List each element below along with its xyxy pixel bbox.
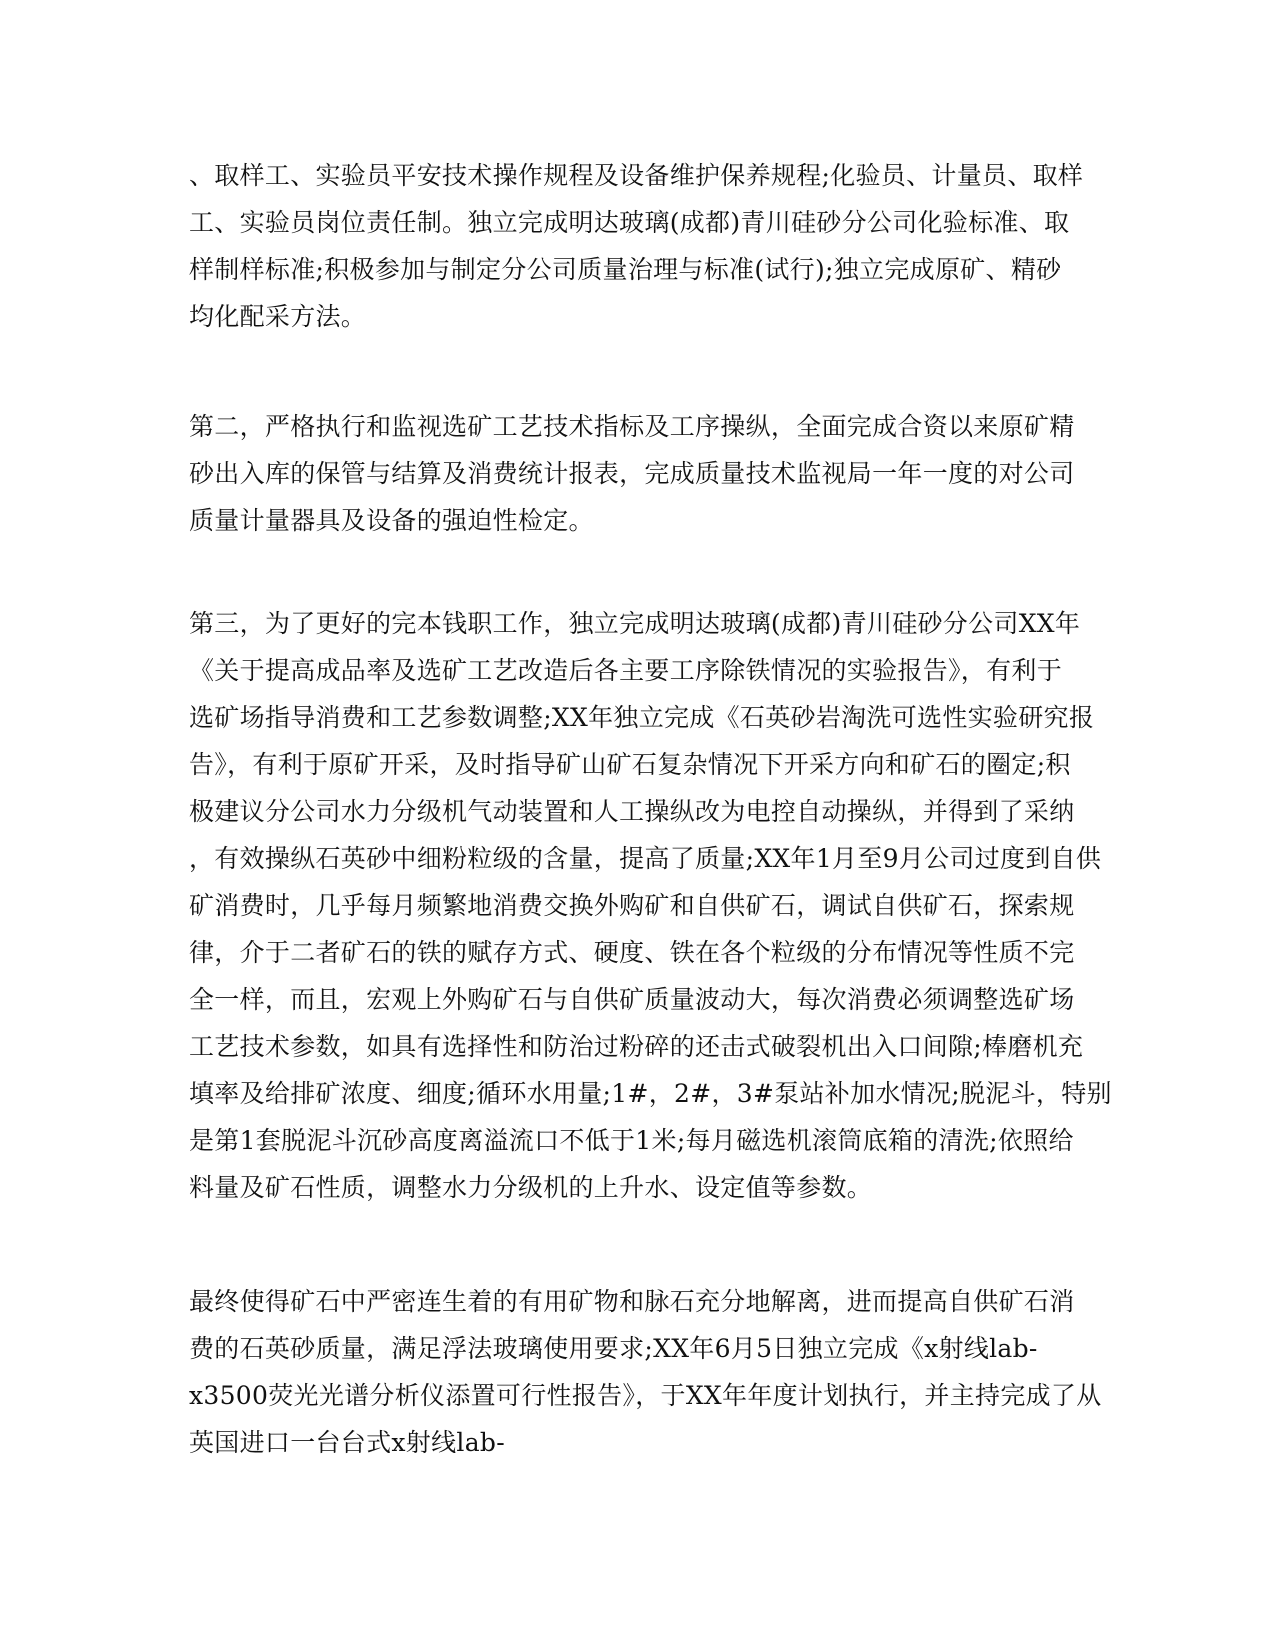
text-line: ，有效操纵石英砂中细粉粒级的含量，提高了质量;XX年1月至9月公司过度到自供: [189, 844, 1102, 873]
text-line: 填率及给排矿浓度、细度;循环水用量;1#，2#，3#泵站补加水情况;脱泥斗，特别: [189, 1079, 1112, 1108]
text-line: 工、实验员岗位责任制。独立完成明达玻璃(成都)青川硅砂分公司化验标准、取: [189, 208, 1070, 237]
text-line: 质量计量器具及设备的强迫性检定。: [189, 506, 594, 535]
text-line: 料量及矿石性质，调整水力分级机的上升水、设定值等参数。: [189, 1173, 873, 1202]
text-line: 告》，有利于原矿开采，及时指导矿山矿石复杂情况下开采方向和矿石的圈定;积: [189, 750, 1071, 779]
paragraph-1: [189, 152, 1099, 340]
text-line: 是第1套脱泥斗沉砂高度离溢流口不低于1米;每月磁选机滚筒底箱的清洗;依照给: [189, 1126, 1074, 1155]
text-line: 极建议分公司水力分级机气动装置和人工操纵改为电控自动操纵，并得到了采纳: [189, 797, 1075, 826]
text-line: 砂出入库的保管与结算及消费统计报表，完成质量技术监视局一年一度的对公司: [189, 459, 1075, 488]
text-line: 费的石英砂质量，满足浮法玻璃使用要求;XX年6月5日独立完成《x射线lab-: [189, 1334, 1038, 1363]
text-line: 均化配采方法。: [189, 302, 367, 331]
text-line: 样制样标准;积极参加与制定分公司质量治理与标准(试行);独立完成原矿、精砂: [189, 255, 1062, 284]
text-line: 第二，严格执行和监视选矿工艺技术指标及工序操纵，全面完成合资以来原矿精: [189, 412, 1075, 441]
paragraph-2: [189, 403, 1099, 544]
text-line: 律，介于二者矿石的铁的赋存方式、硬度、铁在各个粒级的分布情况等性质不完: [189, 938, 1075, 967]
text-line: 全一样，而且，宏观上外购矿石与自供矿质量波动大，每次消费必须调整选矿场: [189, 985, 1075, 1014]
paragraph-4: [189, 1278, 1102, 1466]
text-line: 第三，为了更好的完本钱职工作，独立完成明达玻璃(成都)青川硅砂分公司XX年: [189, 609, 1081, 638]
paragraph-3: [189, 600, 1112, 1211]
text-line: 最终使得矿石中严密连生着的有用矿物和脉石充分地解离，进而提高自供矿石消: [189, 1287, 1075, 1316]
text-line: 工艺技术参数，如具有选择性和防治过粉碎的还击式破裂机出入口间隙;棒磨机充: [189, 1032, 1084, 1061]
text-line: 《关于提高成品率及选矿工艺改造后各主要工序除铁情况的实验报告》，有利于: [189, 656, 1063, 685]
text-line: 矿消费时，几乎每月频繁地消费交换外购矿和自供矿石，调试自供矿石，探索规: [189, 891, 1075, 920]
text-line: x3500荧光光谱分析仪添置可行性报告》，于XX年年度计划执行，并主持完成了从: [189, 1381, 1102, 1410]
text-line: 英国进口一台台式x射线lab-: [189, 1428, 505, 1457]
text-line: 、取样工、实验员平安技术操作规程及设备维护保养规程;化验员、计量员、取样: [189, 161, 1084, 190]
text-line: 选矿场指导消费和工艺参数调整;XX年独立完成《石英砂岩淘洗可选性实验研究报: [189, 703, 1095, 732]
